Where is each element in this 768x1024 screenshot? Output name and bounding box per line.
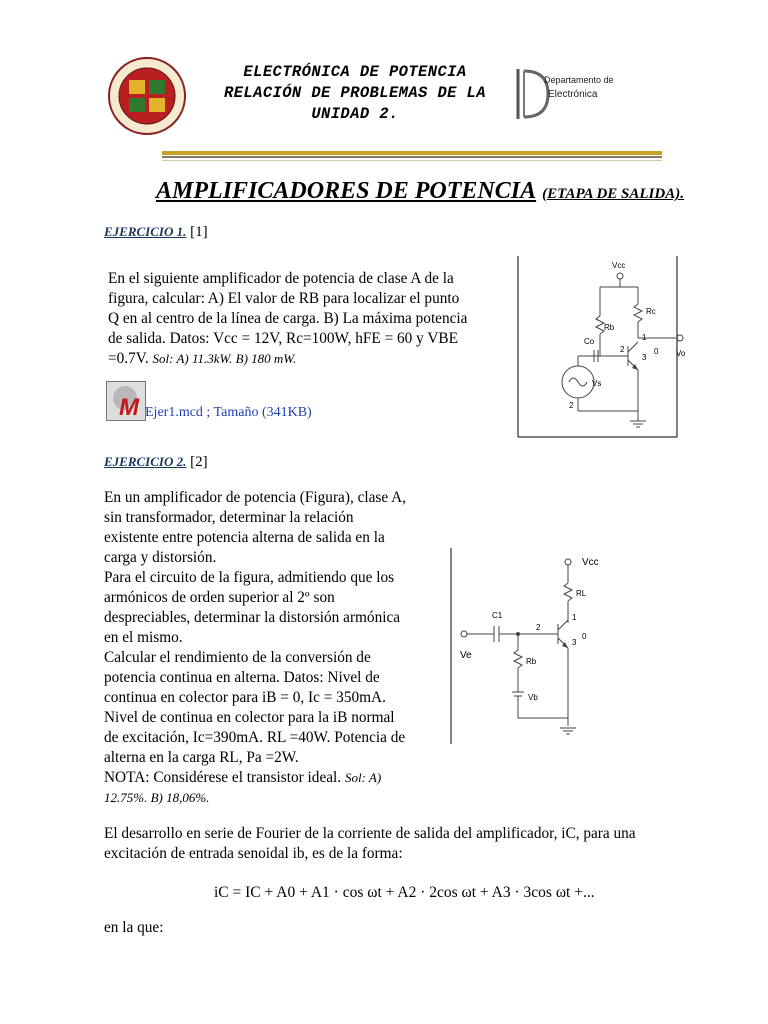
- department-logo-line-1: Departamento de: [544, 75, 614, 85]
- exercise-2-solution-part-1: Sol: A): [344, 770, 382, 785]
- exercise-1-heading: [104, 224, 208, 241]
- circuit-label-node-3: 3: [642, 353, 647, 362]
- exercise-2-line: [104, 768, 444, 788]
- circuit-label-node-2: 2: [536, 623, 541, 632]
- exercise-2-reference: [2]: [190, 454, 208, 470]
- exercise-1-circuit-diagram: [518, 256, 686, 438]
- header-title-line-3: UNIDAD 2.: [311, 105, 399, 123]
- header-rule-gold: [162, 151, 662, 155]
- header-rule-light: [162, 160, 662, 161]
- exercise-2-line: en el mismo.: [104, 629, 183, 646]
- header-title-line-1: ELECTRÓNICA DE POTENCIA: [243, 63, 467, 81]
- exercise-1-line: [108, 349, 513, 369]
- circuit-label-node-0: 0: [654, 347, 659, 356]
- exercise-2-line: existente entre potencia alterna de salida en la: [104, 529, 385, 546]
- circuit-label-ve: Ve: [460, 650, 472, 661]
- circuit-label-vb: Vb: [528, 693, 538, 702]
- exercise-2-line: Calcular el rendimiento de la conversión de: [104, 649, 371, 666]
- department-logo: [514, 67, 618, 121]
- circuit-label-rb: Rb: [526, 657, 537, 666]
- circuit-label-node-2: 2: [620, 345, 625, 354]
- exercise-1-line: Q en al centro de la línea de carga. B) La máxima potencia: [108, 310, 468, 327]
- exercise-1-file-link[interactable]: Ejer1.mcd ; Tamaño (341KB): [145, 405, 312, 420]
- exercise-1-label[interactable]: EJERCICIO 1.: [104, 224, 187, 239]
- document-header-title: [190, 62, 520, 125]
- exercise-2-heading: [104, 454, 208, 471]
- exercise-2-label[interactable]: EJERCICIO 2.: [104, 454, 187, 469]
- exercise-1-line: figura, calcular: A) El valor de RB para localizar el punto: [108, 290, 460, 307]
- exercise-2-line: alterna en la carga RL, Pa =2W.: [104, 749, 299, 766]
- header-title-line-2: RELACIÓN DE PROBLEMAS DE LA: [224, 84, 486, 102]
- circuit-label-co: Co: [584, 337, 595, 346]
- circuit-label-rc: Rc: [646, 307, 656, 316]
- exercise-2-line: En un amplificador de potencia (Figura), clase A,: [104, 489, 407, 506]
- main-title-subtitle: (ETAPA DE SALIDA).: [542, 186, 684, 202]
- exercise-2-note: NOTA: Considérese el transistor ideal.: [104, 769, 342, 786]
- circuit-label-node-1: 1: [572, 613, 577, 622]
- fourier-paragraph: [104, 824, 724, 864]
- circuit-label-vcc: Vcc: [582, 557, 599, 568]
- exercise-1-solution: Sol: A) 11.3kW. B) 180 mW.: [152, 351, 297, 366]
- university-seal-logo: [107, 55, 187, 137]
- exercise-2-circuit-diagram: [450, 548, 608, 746]
- circuit-label-vcc: Vcc: [612, 261, 626, 270]
- exercise-2-line: sin transformador, determinar la relación: [104, 509, 354, 526]
- department-logo-line-2: Electrónica: [548, 89, 598, 100]
- header-rule-dark: [162, 156, 662, 158]
- fourier-line-1: El desarrollo en serie de Fourier de la corriente de salida del amplificador, iC, para una: [104, 825, 636, 842]
- circuit-label-node-1: 1: [642, 333, 647, 342]
- exercise-2-statement: [104, 488, 444, 808]
- circuit-label-rb: Rb: [604, 323, 615, 332]
- circuit-label-vo: Vo: [676, 349, 686, 358]
- circuit-label-ground-2: 2: [569, 401, 574, 410]
- fourier-footer-text: en la que:: [104, 919, 164, 936]
- circuit-label-c1: C1: [492, 611, 503, 620]
- exercise-1-reference: [1]: [190, 224, 208, 240]
- fourier-equation: iC = IC + A0 + A1 · cos ωt + A2 · 2cos ωt + A3 · 3cos ωt +...: [214, 884, 595, 901]
- exercise-2-solution-part-2: 12.75%. B) 18,06%.: [104, 790, 210, 805]
- circuit-label-vs: Vs: [592, 379, 602, 388]
- exercise-1-statement: [108, 269, 513, 369]
- mathcad-file-icon[interactable]: [106, 381, 146, 421]
- circuit-label-node-0: 0: [582, 632, 587, 641]
- fourier-line-2: excitación de entrada senoidal ib, es de la forma:: [104, 845, 403, 862]
- exercise-2-line: continua en colector para iB = 0, Ic = 350mA.: [104, 689, 386, 706]
- exercise-2-line: potencia continua en alterna. Datos: Nivel de: [104, 669, 380, 686]
- exercise-1-last-line: =0.7V.: [108, 350, 149, 367]
- mathcad-file-icon-letter: M: [119, 394, 139, 421]
- exercise-2-line: Para el circuito de la figura, admitiendo que los: [104, 569, 395, 586]
- main-title-text: AMPLIFICADORES DE POTENCIA: [156, 178, 537, 204]
- exercise-2-line: armónicos de orden superior al 2º son: [104, 589, 335, 606]
- exercise-2-line: Nivel de continua en colector para la iB normal: [104, 709, 395, 726]
- exercise-1-line: de salida. Datos: Vcc = 12V, Rc=100W, hFE = 60 y VBE: [108, 330, 458, 347]
- exercise-2-line: carga y distorsión.: [104, 549, 217, 566]
- exercise-2-line: despreciables, determinar la distorsión armónica: [104, 609, 401, 626]
- circuit-label-node-3: 3: [572, 638, 577, 647]
- circuit-label-rl: RL: [576, 589, 587, 598]
- exercise-1-line: En el siguiente amplificador de potencia de clase A de la: [108, 270, 454, 287]
- main-title: [100, 178, 740, 205]
- exercise-2-line: de excitación, Ic=390mA. RL =40W. Potencia de: [104, 729, 406, 746]
